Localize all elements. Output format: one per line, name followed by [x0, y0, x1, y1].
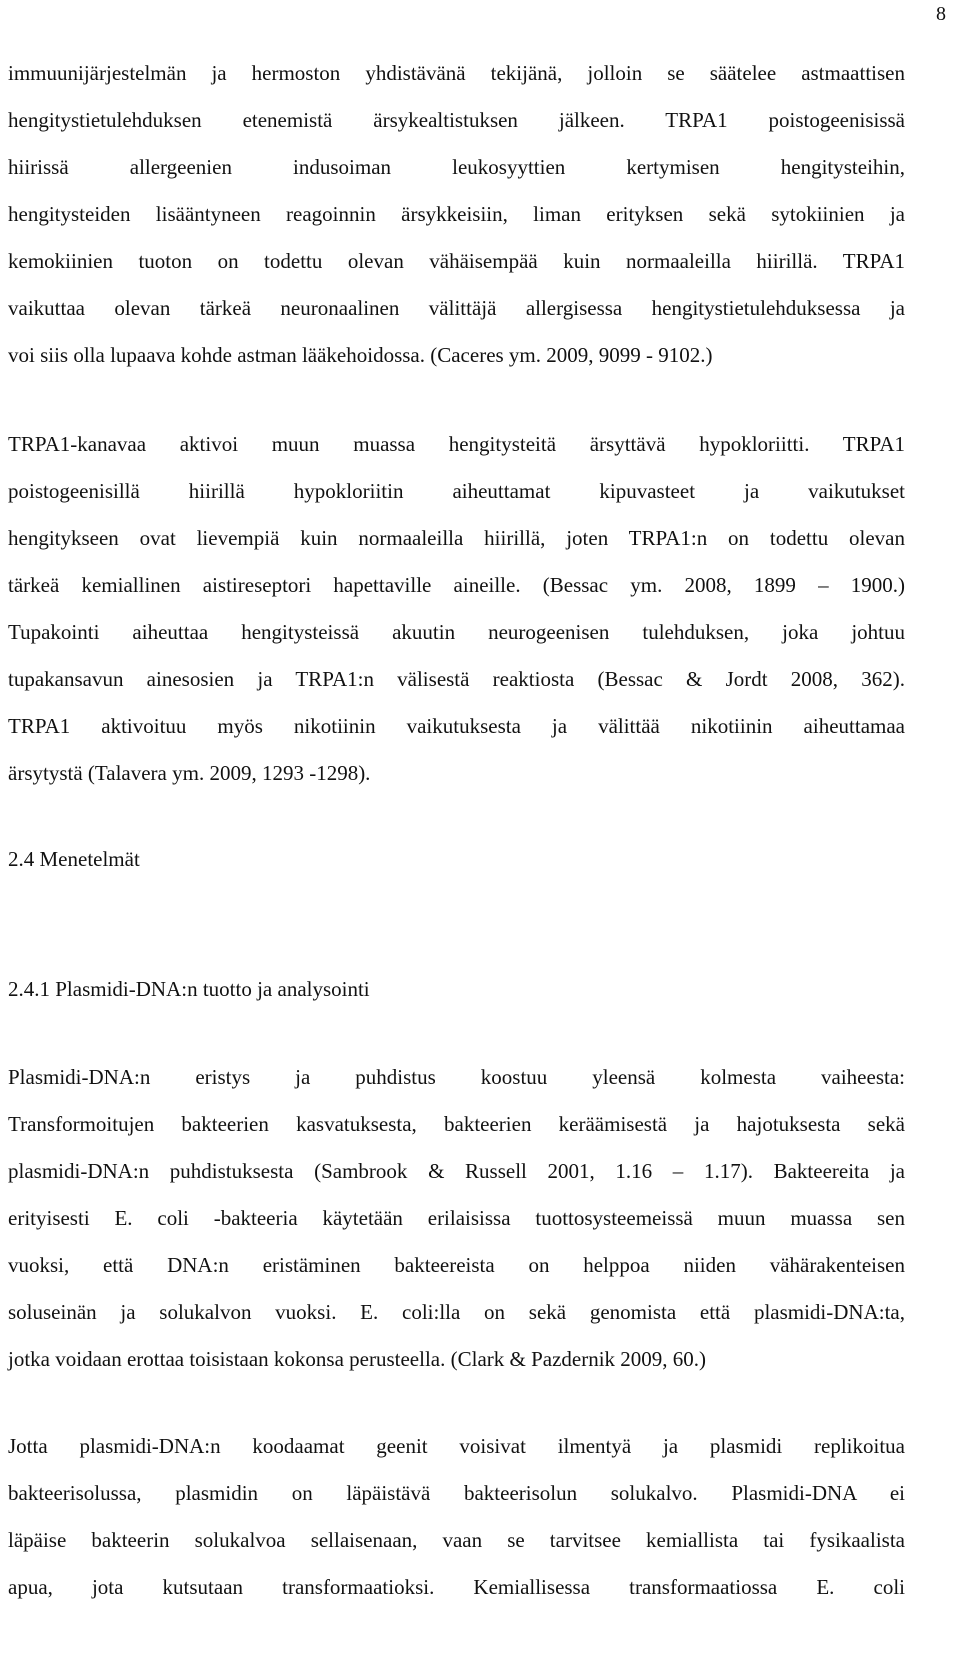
section-heading: 2.4 Menetelmät — [8, 847, 140, 871]
text-line: kemokiinien tuoton on todettu olevan vähäisempää kuin normaaleilla hiirillä. TRPA1 — [8, 249, 905, 273]
page-number: 8 — [936, 3, 946, 25]
text-line: apua, jota kutsutaan transformaatioksi. Kemiallisessa transformaatiossa E. coli — [8, 1575, 905, 1599]
text-line: hengitysteiden lisääntyneen reagoinnin ärsykkeisiin, liman erityksen sekä sytokiinien ja — [8, 202, 905, 226]
paragraph-plasmid-isolation — [8, 1054, 905, 1383]
text-line: Tupakointi aiheuttaa hengitysteissä akuutin neurogeenisen tulehduksen, joka johtuu — [8, 620, 905, 644]
paragraph-trpa1-asthma — [8, 50, 905, 379]
text-line: tärkeä kemiallinen aistireseptori hapettaville aineille. (Bessac ym. 2008, 1899 – 1900.) — [8, 573, 905, 597]
text-line: poistogeenisillä hiirillä hypokloriitin aiheuttamat kipuvasteet ja vaikutukset — [8, 479, 905, 503]
subsection-heading: 2.4.1 Plasmidi-DNA:n tuotto ja analysointi — [8, 977, 370, 1001]
text-line: TRPA1-kanavaa aktivoi muun muassa hengitysteitä ärsyttävä hypokloriitti. TRPA1 — [8, 432, 905, 456]
paragraph-trpa1-hypochlorite — [8, 421, 905, 797]
text-line: tupakansavun ainesosien ja TRPA1:n välisestä reaktiosta (Bessac & Jordt 2008, 362). — [8, 667, 905, 691]
paragraph-transformation — [8, 1423, 905, 1611]
text-line: erityisesti E. coli -bakteeria käytetään erilaisissa tuottosysteemeissä muun muassa sen — [8, 1206, 905, 1230]
text-line: hengitykseen ovat lievempiä kuin normaaleilla hiirillä, joten TRPA1:n on todettu olevan — [8, 526, 905, 550]
text-line: Plasmidi-DNA:n eristys ja puhdistus koostuu yleensä kolmesta vaiheesta: — [8, 1065, 905, 1089]
text-line: plasmidi-DNA:n puhdistuksesta (Sambrook & Russell 2001, 1.16 – 1.17). Bakteereita ja — [8, 1159, 905, 1183]
text-line: soluseinän ja solukalvon vuoksi. E. coli:lla on sekä genomista että plasmidi-DNA:ta, — [8, 1300, 905, 1324]
text-line: Jotta plasmidi-DNA:n koodaamat geenit voisivat ilmentyä ja plasmidi replikoitua — [8, 1434, 905, 1458]
text-line: bakteerisolussa, plasmidin on läpäistävä bakteerisolun solukalvo. Plasmidi-DNA ei — [8, 1481, 905, 1505]
text-line: ärsytystä (Talavera ym. 2009, 1293 -1298). — [8, 761, 371, 785]
text-line: TRPA1 aktivoituu myös nikotiinin vaikutuksesta ja välittää nikotiinin aiheuttamaa — [8, 714, 905, 738]
text-line: jotka voidaan erottaa toisistaan kokonsa perusteella. (Clark & Pazdernik 2009, 60.) — [8, 1347, 707, 1371]
text-line: vuoksi, että DNA:n eristäminen bakteereista on helppoa niiden vähärakenteisen — [8, 1253, 905, 1277]
text-line: Transformoitujen bakteerien kasvatuksesta, bakteerien keräämisestä ja hajotuksesta sekä — [8, 1112, 905, 1136]
text-line: hengitystietulehduksen etenemistä ärsykealtistuksen jälkeen. TRPA1 poistogeenisissä — [8, 108, 905, 132]
text-line: läpäise bakteerin solukalvoa sellaisenaan, vaan se tarvitsee kemiallista tai fysikaalista — [8, 1528, 905, 1552]
text-line: voi siis olla lupaava kohde astman lääkehoidossa. (Caceres ym. 2009, 9099 - 9102.) — [8, 343, 713, 367]
text-line: vaikuttaa olevan tärkeä neuronaalinen välittäjä allergisessa hengitystietulehduksessa ja — [8, 296, 905, 320]
text-line: immuunijärjestelmän ja hermoston yhdistävänä tekijänä, jolloin se säätelee astmaattisen — [8, 61, 905, 85]
text-line: hiirissä allergeenien indusoiman leukosyyttien kertymisen hengitysteihin, — [8, 155, 905, 179]
